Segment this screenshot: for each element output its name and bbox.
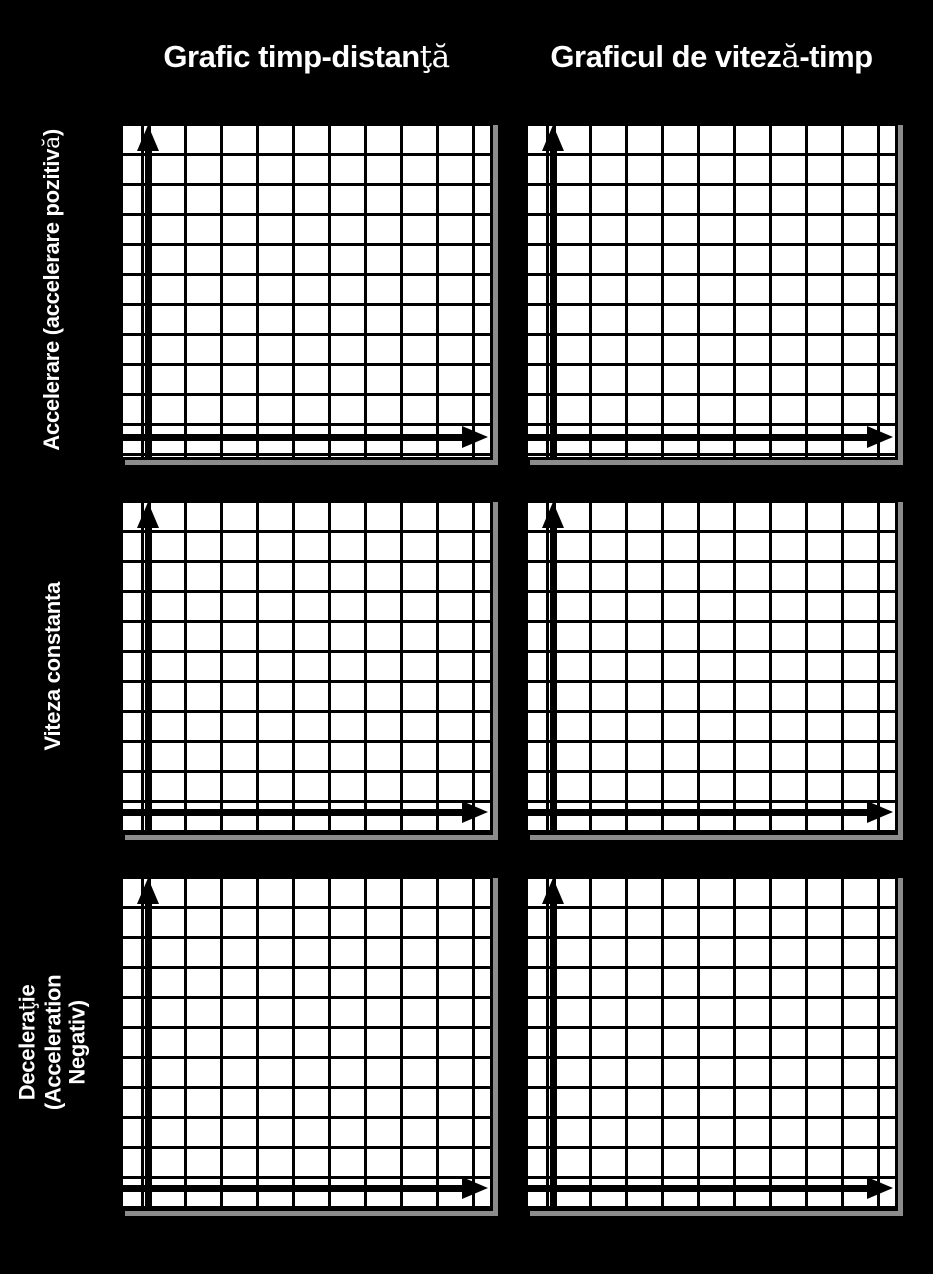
y-axis-arrowhead [137, 125, 159, 151]
chart-constant-speed-speed-time [525, 497, 898, 835]
y-axis [550, 143, 557, 457]
column-header-speed-time-label: Graficul de viteză-timp [550, 39, 873, 75]
x-axis [123, 809, 466, 816]
column-header-time-distance-label: Grafic timp-distanţă [163, 39, 450, 75]
row-label-acceleration-text: Accelerare (accelerare pozitivă) [39, 129, 66, 451]
x-axis [123, 434, 466, 441]
x-axis-arrowhead [462, 426, 488, 448]
x-axis-arrowhead [462, 1177, 488, 1199]
x-axis-arrowhead [867, 426, 893, 448]
grid-paper [123, 500, 490, 832]
y-axis [145, 896, 152, 1208]
y-axis [550, 896, 557, 1208]
x-axis [528, 1185, 871, 1192]
chart-deceleration-time-distance [120, 873, 493, 1211]
x-axis [528, 809, 871, 816]
x-axis-arrowhead [867, 801, 893, 823]
chart-acceleration-speed-time [525, 120, 898, 460]
chart-deceleration-speed-time [525, 873, 898, 1211]
y-axis [550, 520, 557, 832]
chart-acceleration-time-distance [120, 120, 493, 460]
row-label-deceleration-text: Deceleraţie (Acceleration Negativ) [14, 974, 90, 1110]
y-axis-arrowhead [137, 502, 159, 528]
grid-paper [528, 876, 895, 1208]
y-axis-arrowhead [542, 878, 564, 904]
x-axis-arrowhead [867, 1177, 893, 1199]
y-axis-arrowhead [137, 878, 159, 904]
y-axis-arrowhead [542, 502, 564, 528]
y-axis-arrowhead [542, 125, 564, 151]
x-axis-arrowhead [462, 801, 488, 823]
grid-paper [528, 123, 895, 457]
x-axis [528, 434, 871, 441]
row-label-acceleration [0, 120, 106, 460]
column-header-time-distance [120, 36, 493, 78]
grid-paper [123, 123, 490, 457]
grid-paper [123, 876, 490, 1208]
y-axis [145, 520, 152, 832]
y-axis [145, 143, 152, 457]
grid-paper [528, 500, 895, 832]
chart-constant-speed-time-distance [120, 497, 493, 835]
x-axis [123, 1185, 466, 1192]
row-label-constant-speed-text: Viteza constanta [39, 581, 65, 751]
column-header-speed-time [525, 36, 898, 78]
row-label-deceleration [0, 873, 106, 1211]
row-label-constant-speed [0, 497, 106, 835]
